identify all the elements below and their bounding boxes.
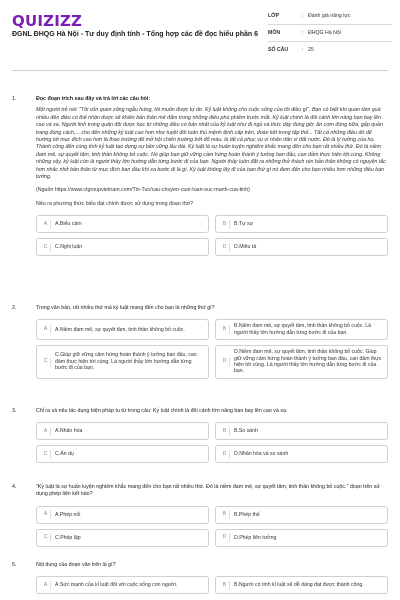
option-text: D.Nhân hóa và so sánh bbox=[234, 451, 289, 458]
option-text: C.Ẩn dụ bbox=[55, 451, 74, 458]
answer-options bbox=[36, 215, 388, 256]
question-2 bbox=[12, 305, 388, 379]
option-letter: D bbox=[220, 533, 230, 542]
option-text: B.Phép thế bbox=[234, 511, 260, 518]
option-letter: A bbox=[41, 325, 51, 334]
option-text: C.Giúp giữ vững cảm hứng hoàn thành ý tưởng ban đầu, can đảm thực hiện tới cùng. Là người thầy lớn hướng dẫn từng bước đi của bạn. bbox=[55, 352, 197, 372]
meta-row-subject: MÔN : ĐHQG Hà Nội bbox=[268, 25, 392, 42]
question-number: 1. bbox=[12, 96, 17, 102]
option-letter: A bbox=[41, 510, 51, 519]
option-text: B.Tự sự bbox=[234, 221, 254, 228]
meta-value: ĐHQG Hà Nội bbox=[308, 30, 341, 36]
option-b[interactable] bbox=[215, 319, 388, 340]
option-c[interactable] bbox=[36, 529, 209, 547]
option-c[interactable] bbox=[36, 445, 209, 463]
question-number: 4. bbox=[12, 484, 17, 490]
option-text: A.Biểu cảm bbox=[55, 221, 82, 228]
passage-source: (Nguồn https://www.ctgroupvietnam.com/Tin-Tuc/cau-chuyen-cuoi-tuan-suc-manh-cua-tinh) bbox=[36, 187, 250, 194]
option-a[interactable] bbox=[36, 215, 209, 233]
question-1 bbox=[12, 96, 388, 256]
option-b[interactable] bbox=[215, 422, 388, 440]
meta-key: MÔN bbox=[268, 30, 281, 36]
option-text: A.Phép nối bbox=[55, 511, 81, 518]
option-a[interactable] bbox=[36, 506, 209, 524]
option-b[interactable] bbox=[215, 215, 388, 233]
option-d[interactable] bbox=[215, 238, 388, 256]
answer-options bbox=[36, 422, 388, 463]
header-divider bbox=[12, 70, 388, 71]
option-text: A.Nhân hóa bbox=[55, 428, 83, 435]
option-text: C.Phép lặp bbox=[55, 534, 81, 541]
option-letter: C bbox=[41, 358, 51, 367]
option-text: A.Sức mạnh của kỉ luật đối với cuộc sống con người. bbox=[55, 582, 178, 589]
option-text: A.Niềm đam mê, sự quyết tâm, tinh thần không bỏ cuộc. bbox=[55, 326, 185, 333]
meta-table bbox=[268, 8, 392, 58]
option-letter: C bbox=[41, 533, 51, 542]
question-5 bbox=[12, 562, 388, 594]
meta-value: Đánh giá năng lực bbox=[308, 13, 351, 19]
option-a[interactable] bbox=[36, 422, 209, 440]
option-text: D.Niềm đam mê, sự quyết tâm, tinh thần không bỏ cuộc. Giúp giữ vững cảm hứng hoàn thành ý tưởng ban đầu, can đảm thực hiện tới cùng. Là người thầy lớn hướng dẫn từng bước đi của bạn. bbox=[234, 349, 382, 375]
question-stem: Nội dung của đoạn văn trên là gì? bbox=[36, 562, 116, 568]
option-letter: D bbox=[220, 450, 230, 459]
meta-key: LỚP bbox=[268, 13, 280, 19]
option-d[interactable] bbox=[215, 445, 388, 463]
page-title: ĐGNL ĐHQG Hà Nội - Tư duy định tính - Tổng hợp các đề đọc hiểu phần 6 bbox=[12, 31, 258, 38]
meta-row-class: LỚP : Đánh giá năng lực bbox=[268, 8, 392, 25]
option-letter: B bbox=[220, 325, 230, 334]
question-stem: "Kỷ luật là sự huấn luyện nghiêm khắc mang đến cho bạn rất nhiều thứ. Đó là niềm đam mê, sự quyết tâm, tinh thần không bỏ cuộc." đoạn trên sử dụng phép liên kết nào? bbox=[36, 484, 380, 498]
option-letter: D bbox=[220, 243, 230, 252]
option-letter: A bbox=[41, 581, 51, 590]
option-letter: A bbox=[41, 427, 51, 436]
option-letter: B bbox=[220, 510, 230, 519]
option-text: B.So sánh bbox=[234, 428, 258, 435]
option-c[interactable] bbox=[36, 345, 209, 379]
question-number: 3. bbox=[12, 408, 17, 414]
option-text: D.Miêu tả bbox=[234, 244, 257, 251]
option-a[interactable] bbox=[36, 319, 209, 340]
meta-row-count: SỐ CÂU : 25 bbox=[268, 42, 392, 58]
option-d[interactable] bbox=[215, 529, 388, 547]
question-stem: Chỉ ra và nêu tác dụng biện pháp tu từ trong câu: Kỷ luật chính là đôi cánh lớn nâng bạn bay lên cao và xa. bbox=[36, 408, 288, 414]
option-c[interactable] bbox=[36, 238, 209, 256]
option-text: C.Nghị luận bbox=[55, 244, 83, 251]
option-letter: A bbox=[41, 220, 51, 229]
option-b[interactable] bbox=[215, 506, 388, 524]
option-letter: B bbox=[220, 220, 230, 229]
answer-options bbox=[36, 506, 388, 547]
question-number: 5. bbox=[12, 562, 17, 568]
question-stem: Trong văn bản, rất nhiều thứ mà kỷ luật mang đến cho bạn là những thứ gì? bbox=[36, 305, 215, 311]
question-4 bbox=[12, 484, 388, 547]
option-text: B.Người có tính kỉ luật sẽ dễ dàng đạt được thành công. bbox=[234, 582, 364, 589]
option-text: D.Phép liên tưởng bbox=[234, 534, 277, 541]
option-letter: B bbox=[220, 427, 230, 436]
option-letter: D bbox=[220, 358, 230, 367]
option-a[interactable] bbox=[36, 576, 209, 594]
option-letter: C bbox=[41, 243, 51, 252]
reading-passage: Một người trẻ nói: "Tôi vốn quen sống ngẫu hứng, tôi muốn được tự do. Kỷ luật không cho cuộc sống của tôi điều gì". Bạn có biết khi quan tâm quá nhiều đến điều có thể nhận được sẽ khiến bản thân mê đắm trong những điều phù phiếm trước mắt. Kỷ luật chính là đôi cánh lớn nâng bạn bay lên cao và xa. Người lính trong quân đội được học từ những điều cơ bản nhất của kỷ luật như đi ngủ và thức dậy đúng giờ, ăn cơm đúng bữa, gấp quần trang đúng cách,... cho đến những kỷ luật cao hơn như tuyệt đối tuân thủ mệnh lệnh cấp trên, đoàn kết trong tập thể... Tất cả những điều đó để hướng tới mục đích cao hơn là thao trường để mở hội chiến trường bớt đổ máu, là tất cả phục vụ vì nhân dân vì đất nước. Đó là lý tưởng của họ. Thành công đến cùng tính kỷ luật tạo dựng sự bền vững lâu dài. Kỷ luật là sự huấn luyện nghiêm khắc mang đến cho bạn rất nhiều thứ. Đó là niềm đam mê, sự quyết tâm, tinh thần không bỏ cuộc. Nó giúp bạn giữ vững cảm hứng hoàn thành ý tưởng ban đầu, can đảm thực hiện tới cùng. Không những vậy, kỷ luật còn là người thầy lớn hướng dẫn từng bước đi của bạn. Người thầy luôn đặt ra những thử thách rèn bản thân không có nguyên tắc hơn nhắc nhở bản thân từ mục đích ban đầu khi xa bước đi là gì. Kỷ luật không lấy đi của bạn thứ gì nó đem đến cho bạn nhiều hơn những điều bạn tưởng. bbox=[36, 107, 386, 181]
question-stem: Đọc đoạn trích sau đây và trả lời các câu hỏi: bbox=[36, 96, 151, 102]
option-text: B.Niềm đam mê, sự quyết tâm, tinh thần không bỏ cuộc. Là người thầy lớn hướng dẫn từng bước đi của bạn. bbox=[234, 323, 371, 336]
question-number: 2. bbox=[12, 305, 17, 311]
meta-value: 25 bbox=[308, 47, 314, 53]
question-3 bbox=[12, 408, 388, 463]
quizizz-logo: QUIZIZZ bbox=[12, 12, 83, 30]
answer-options bbox=[36, 319, 388, 378]
option-letter: C bbox=[41, 450, 51, 459]
question-prompt: Nêu ra phương thức biểu đạt chính được sử dụng trong đoạn thơ? bbox=[36, 200, 194, 207]
option-b[interactable] bbox=[215, 576, 388, 594]
option-letter: B bbox=[220, 581, 230, 590]
answer-options bbox=[36, 576, 388, 594]
option-d[interactable] bbox=[215, 345, 388, 379]
meta-key: SỐ CÂU bbox=[268, 47, 289, 53]
